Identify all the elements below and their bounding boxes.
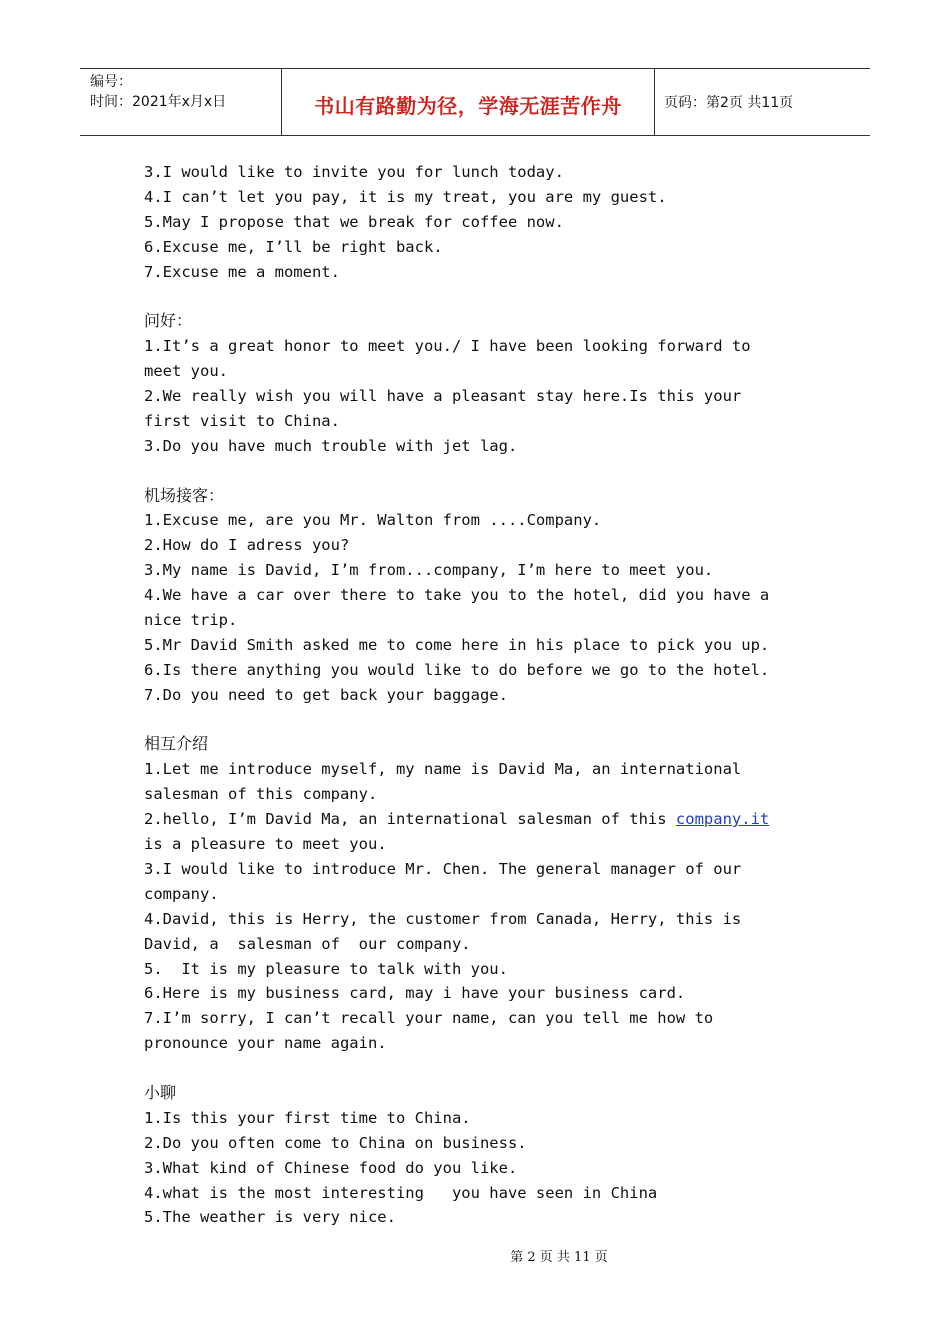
motto: 书山有路勤为径，学海无涯苦作舟 (314, 93, 622, 118)
text-line: 6.Is there anything you would like to do before we go to the hotel. (144, 660, 770, 679)
text-line: 1.Is this your first time to China. (144, 1108, 471, 1127)
text-line: pronounce your name again. (144, 1034, 387, 1053)
text-line: 4.David, this is Herry, the customer from Canada, Herry, this is (144, 909, 742, 928)
spacer (144, 284, 804, 309)
text-line: 3.I would like to invite you for lunch today. (144, 163, 564, 181)
text-line: 4.We have a car over there to take you to the hotel, did you have a (144, 586, 770, 605)
section-heading-small-talk: 小聊 (144, 1082, 177, 1102)
spacer (144, 459, 804, 484)
section-heading-greetings: 问好： (144, 311, 193, 331)
text-line: David, a salesman of our company. (144, 934, 471, 953)
text-line: 3.What kind of Chinese food do you like. (144, 1158, 518, 1177)
text-line: meet you. (144, 362, 228, 381)
section-heading-airport: 机场接客： (144, 485, 225, 505)
text-line: first visit to China. (144, 411, 340, 430)
page-header (80, 68, 870, 136)
time-label: 时间：2021年x月x日 (90, 94, 227, 110)
text-line: 5.May I propose that we break for coffee now. (144, 212, 564, 231)
text-line: 3.My name is David, I’m from...company, I’m here to meet you. (144, 561, 714, 580)
spacer (144, 1056, 804, 1081)
text-line: 6.Here is my business card, may i have your business card. (144, 984, 686, 1003)
text-fragment: 2.hello, I’m David Ma, an international salesman of this (144, 810, 676, 829)
text-line: 1.It’s a great honor to meet you./ I have been looking forward to (144, 337, 751, 356)
text-line: salesman of this company. (144, 785, 378, 804)
text-line: 1.Excuse me, are you Mr. Walton from ....Company. (144, 511, 602, 530)
text-line: 4.I can’t let you pay, it is my treat, you are my guest. (144, 187, 667, 206)
text-line: company. (144, 884, 219, 903)
text-line: 6.Excuse me, I’ll be right back. (144, 237, 443, 256)
text-line: 2.How do I adress you? (144, 536, 350, 555)
text-line-with-link (144, 807, 804, 832)
text-line: 7.Do you need to get back your baggage. (144, 685, 508, 704)
serial-label: 编号： (90, 74, 132, 90)
text-line: is a pleasure to meet you. (144, 835, 387, 854)
text-line: 7.Excuse me a moment. (144, 262, 340, 281)
header-page-info-cell (655, 69, 870, 135)
section-heading-introductions: 相互介绍 (144, 734, 209, 754)
text-line: 5. It is my pleasure to talk with you. (144, 959, 508, 978)
text-line: 5.Mr David Smith asked me to come here in his place to pick you up. (144, 635, 770, 654)
text-line: 5.The weather is very nice. (144, 1208, 396, 1227)
page-footer: 第 2 页 共 11 页 (510, 1250, 608, 1265)
text-line: nice trip. (144, 611, 238, 630)
text-line: 3.I would like to introduce Mr. Chen. The general manager of our (144, 859, 742, 878)
header-meta (80, 69, 282, 135)
text-line: 4.what is the most interesting you have seen in China (144, 1183, 658, 1202)
document-body (144, 160, 804, 1230)
company-link[interactable]: company.it (675, 810, 770, 829)
header-motto-cell (282, 69, 655, 135)
text-line: 2.We really wish you will have a pleasant stay here.Is this your (144, 387, 742, 406)
page-info: 页码：第2页 共11页 (664, 95, 794, 111)
text-line: 1.Let me introduce myself, my name is David Ma, an international (144, 760, 742, 779)
text-line: 7.I’m sorry, I can’t recall your name, can you tell me how to (144, 1009, 714, 1028)
text-line: 2.Do you often come to China on business. (144, 1133, 527, 1152)
spacer (144, 708, 804, 733)
text-line: 3.Do you have much trouble with jet lag. (144, 436, 518, 455)
